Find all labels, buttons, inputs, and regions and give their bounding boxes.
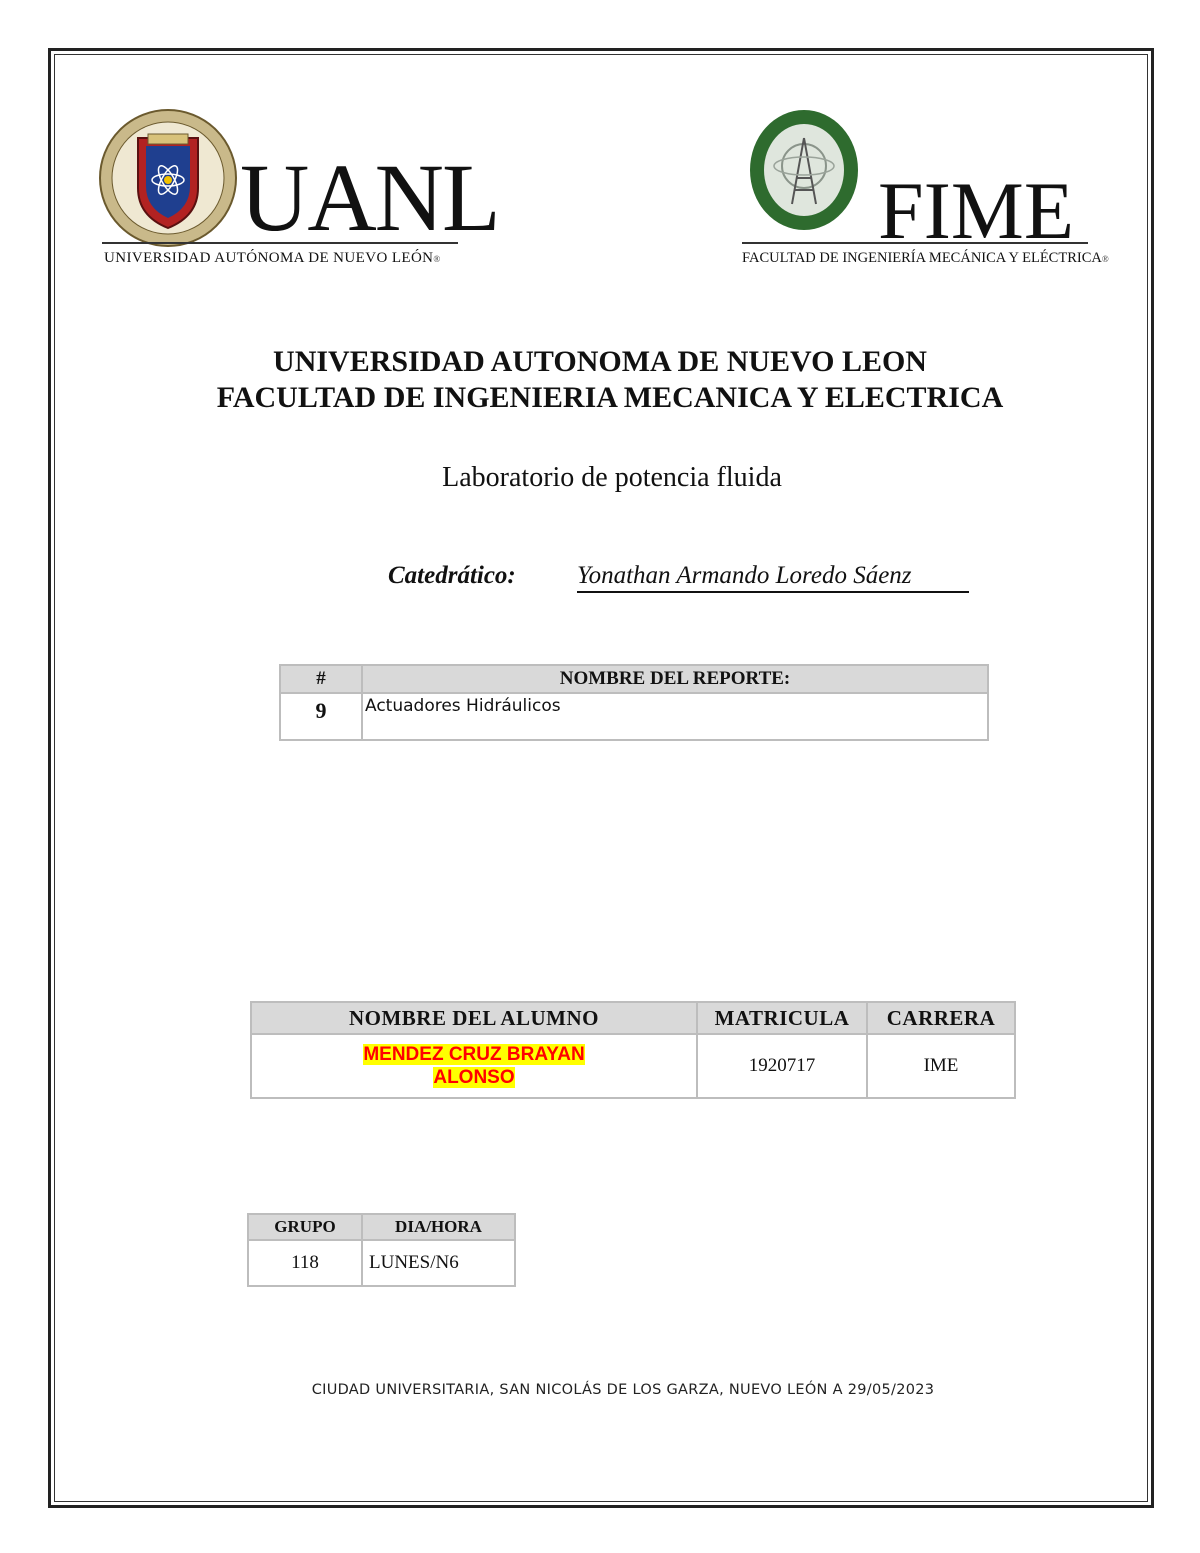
- carrera-value: IME: [867, 1034, 1015, 1098]
- uanl-logo: [98, 104, 499, 284]
- dia-hora-value: LUNES/N6: [362, 1240, 515, 1286]
- uanl-subtitle: UNIVERSIDAD AUTÓNOMA DE NUEVO LEÓN®: [104, 250, 441, 266]
- fime-logo: [742, 104, 1109, 284]
- grupo-value: 118: [248, 1240, 362, 1286]
- table-row: [251, 1034, 1015, 1098]
- faculty-title: FACULTAD DE INGENIERIA MECANICA Y ELECTRICA: [216, 381, 1004, 414]
- report-name: Actuadores Hidráulicos: [362, 693, 988, 740]
- uanl-wordmark: UANL: [240, 144, 499, 251]
- group-table: [247, 1213, 516, 1287]
- subject-title: Laboratorio de potencia fluida: [442, 462, 782, 493]
- fime-wordmark: FIME: [878, 165, 1074, 256]
- student-name-line1: MENDEZ CRUZ BRAYAN: [363, 1044, 585, 1065]
- uanl-rule: [102, 242, 458, 244]
- report-name-header: NOMBRE DEL REPORTE:: [362, 665, 988, 693]
- student-name-line2: ALONSO: [433, 1067, 515, 1088]
- matricula-value: 1920717: [697, 1034, 867, 1098]
- fime-rule: [742, 242, 1088, 244]
- student-name-header: NOMBRE DEL ALUMNO: [251, 1002, 697, 1034]
- student-name: [251, 1034, 697, 1098]
- dia-hora-header: DIA/HORA: [362, 1214, 515, 1240]
- matricula-header: MATRICULA: [697, 1002, 867, 1034]
- footer-location-date: CIUDAD UNIVERSITARIA, SAN NICOLÁS DE LOS GARZA, NUEVO LEÓN A 29/05/2023: [311, 1382, 935, 1398]
- report-table: [279, 664, 989, 741]
- student-table: [250, 1001, 1016, 1099]
- carrera-header: CARRERA: [867, 1002, 1015, 1034]
- table-row: [280, 693, 988, 740]
- catedratico-name: Yonathan Armando Loredo Sáenz: [577, 562, 969, 593]
- catedratico-label: Catedrático:: [388, 562, 516, 589]
- fime-seal-icon: [748, 108, 860, 232]
- university-title: UNIVERSIDAD AUTONOMA DE NUEVO LEON: [273, 345, 927, 378]
- fime-subtitle: FACULTAD DE INGENIERÍA MECÁNICA Y ELÉCTRICA®: [742, 250, 1109, 266]
- report-number: 9: [280, 693, 362, 740]
- uanl-seal-icon: [98, 108, 238, 248]
- table-row: [248, 1240, 515, 1286]
- report-number-header: #: [280, 665, 362, 693]
- grupo-header: GRUPO: [248, 1214, 362, 1240]
